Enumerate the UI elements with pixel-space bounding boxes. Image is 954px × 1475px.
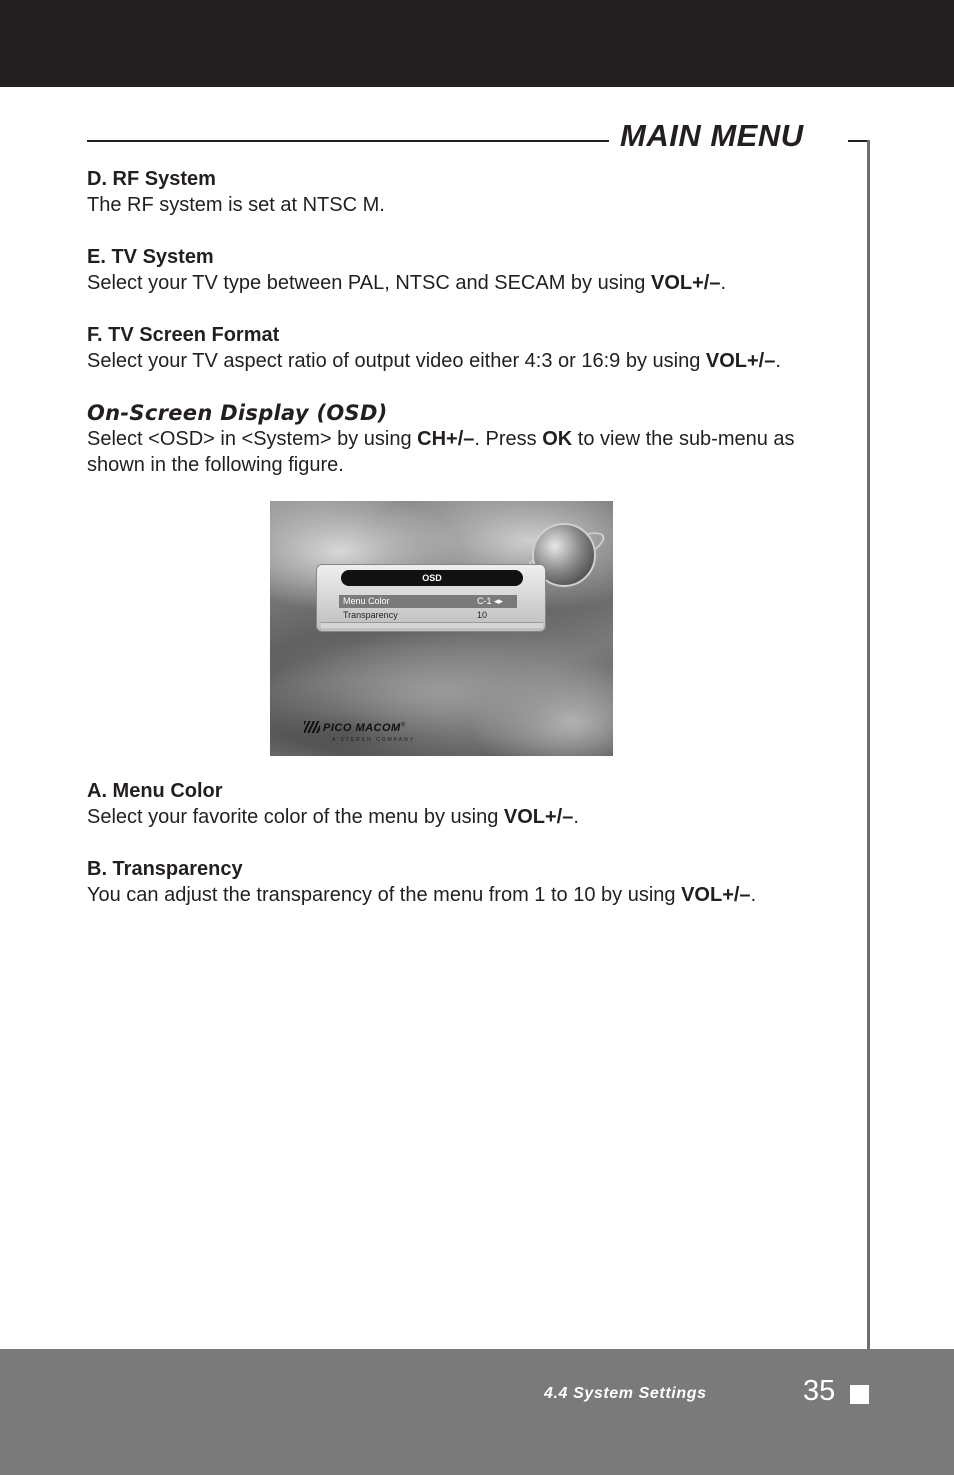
text-run: Select <OSD> in <System> by using — [87, 428, 418, 450]
section-menu-color — [87, 778, 857, 830]
section-heading: E. TV System — [87, 246, 214, 268]
key-name: VOL+/– — [681, 884, 751, 906]
section-text — [87, 348, 857, 374]
registered-mark: ® — [400, 722, 406, 729]
section-tv-screen-format — [87, 322, 857, 374]
pico-macom-logo — [304, 721, 406, 734]
section-heading: A. Menu Color — [87, 780, 223, 802]
page-title: MAIN MENU — [620, 118, 804, 153]
page-footer — [0, 1349, 954, 1475]
key-name: OK — [542, 428, 573, 450]
osd-row-label: Transparency — [343, 610, 398, 620]
text-run: . — [573, 806, 579, 828]
section-heading: B. Transparency — [87, 858, 243, 880]
frame-corner — [848, 140, 869, 142]
logo-text: PICO MACOM — [323, 722, 401, 734]
osd-menu-row-transparency — [339, 609, 517, 622]
text-run: Select your TV type between PAL, NTSC and SECAM by using — [87, 272, 651, 294]
osd-row-value: C-1 ◂▸ — [477, 596, 504, 606]
osd-menu-row-menu-color — [339, 595, 517, 608]
text-run: Select your TV aspect ratio of output video either 4:3 or 16:9 by using — [87, 350, 706, 372]
text-run: . — [720, 272, 727, 294]
text-run: You can adjust the transparency of the menu from 1 to 10 by using — [87, 884, 682, 906]
page-marker-square — [850, 1385, 869, 1404]
section-tv-system — [87, 244, 857, 296]
top-bar — [0, 0, 954, 87]
osd-menu-panel — [316, 564, 546, 632]
key-name: VOL+/– — [650, 272, 721, 294]
key-name: CH+/– — [417, 428, 475, 450]
section-text: The RF system is set at NTSC M. — [87, 194, 385, 216]
logo-subtitle: A STEREN COMPANY — [332, 737, 416, 743]
osd-row-value: 10 — [477, 610, 488, 620]
header-rule — [87, 140, 609, 142]
osd-panel-footer — [321, 622, 543, 628]
text-run: to view the sub-menu as shown in the following figure. — [87, 428, 795, 476]
osd-row-label: Menu Color — [343, 596, 390, 606]
footer-section-title: 4.4 System Settings — [544, 1385, 707, 1402]
page-number: 35 — [803, 1375, 836, 1407]
text-run: . — [775, 350, 781, 372]
key-name: VOL+/– — [503, 806, 574, 828]
text-run: . Press — [474, 428, 543, 450]
text-run: . — [750, 884, 757, 906]
key-name: VOL+/– — [705, 350, 776, 372]
section-text — [87, 804, 857, 830]
section-text — [87, 270, 857, 296]
section-osd — [87, 400, 857, 478]
section-heading: F. TV Screen Format — [87, 324, 280, 346]
section-heading: D. RF System — [87, 168, 216, 190]
subsection-heading: On-Screen Display (OSD) — [87, 401, 388, 425]
section-rf-system — [87, 166, 857, 218]
frame-side-rule — [867, 140, 870, 1350]
section-transparency — [87, 856, 857, 908]
logo-stripes-icon — [304, 721, 320, 733]
section-text — [87, 426, 857, 478]
osd-menu-title: OSD — [341, 570, 523, 586]
osd-screenshot-figure — [270, 501, 613, 756]
text-run: Select your favorite color of the menu by using — [87, 806, 504, 828]
section-text — [87, 882, 857, 908]
